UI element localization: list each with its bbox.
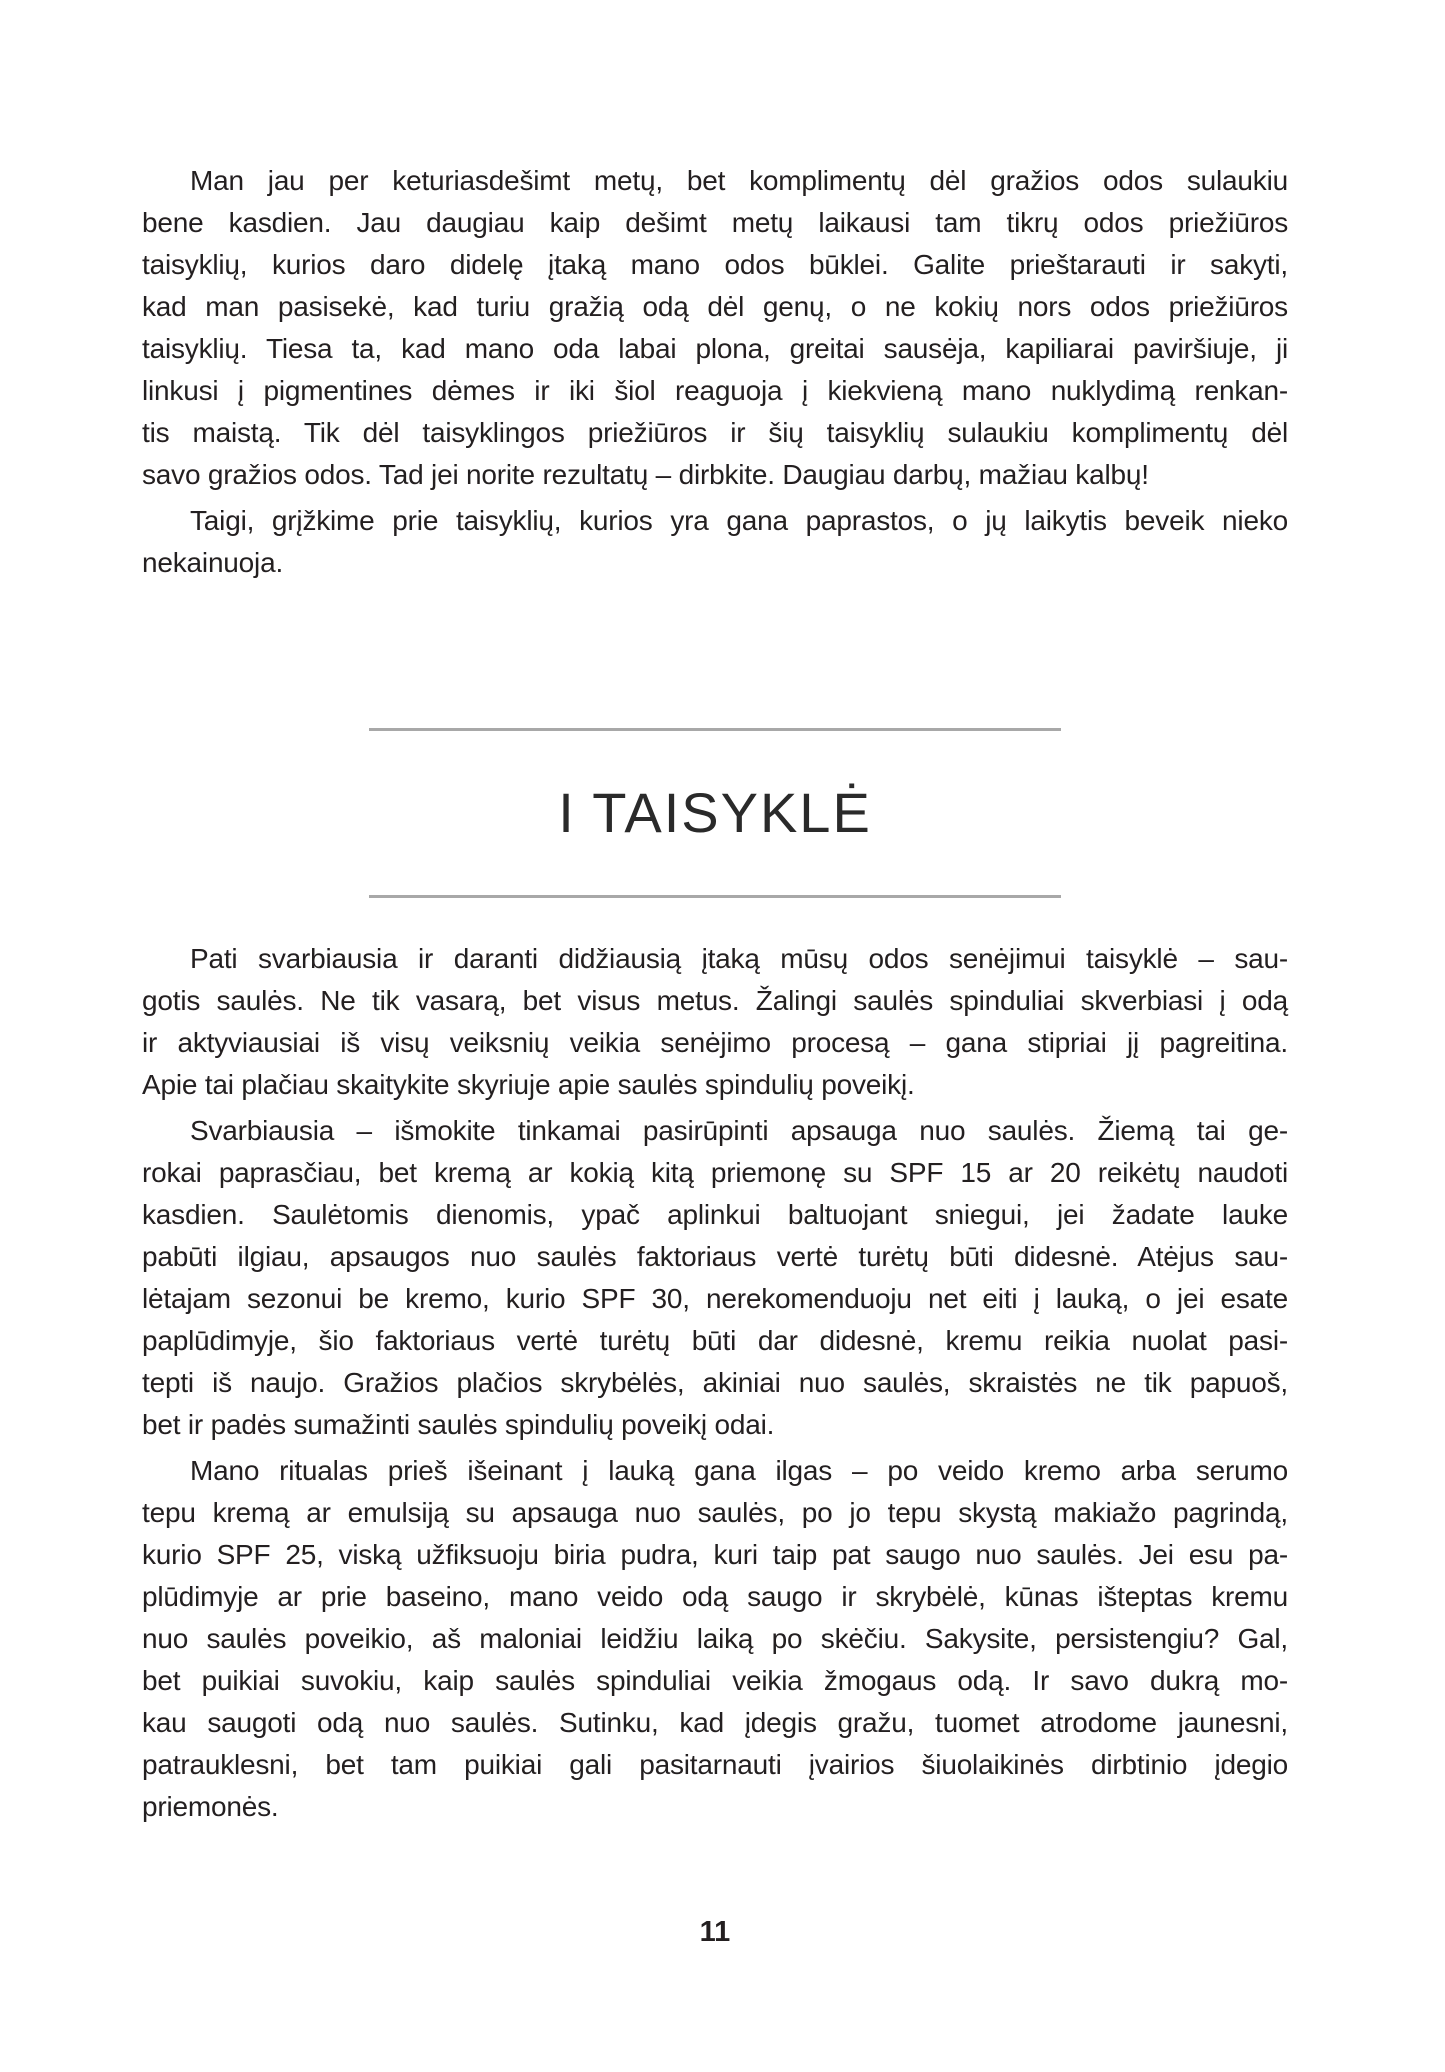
text-line: Man jau per keturiasdešimt metų, bet komplimentų dėl gražios odos sulaukiu [190,165,1288,196]
text-line: patrauklesni, bet tam puikiai gali pasitarnauti įvairios šiuolaikinės dirbtinio įdegio [142,1749,1288,1780]
text-line: paplūdimyje, šio faktoriaus vertė turėtų būti dar didesnė, kremu reikia nuolat pasi- [142,1325,1288,1356]
text-line: kasdien. Saulėtomis dienomis, ypač aplinkui baltuojant sniegui, jei žadate lauke [142,1199,1288,1230]
text-line: tepti iš naujo. Gražios plačios skrybėlės, akiniai nuo saulės, skraistės ne tik papuoš, [142,1367,1288,1398]
text-line: ir aktyviausiai iš visų veiksnių veikia senėjimo procesą – gana stipriai jį pagreitina. [142,1027,1288,1058]
text-line: kau saugoti odą nuo saulės. Sutinku, kad įdegis gražu, tuomet atrodome jaunesni, [142,1707,1288,1738]
text-line: linkusi į pigmentines dėmes ir iki šiol reaguoja į kiekvieną mano nuklydimą renkan- [142,375,1288,406]
text-line: taisyklių, kurios daro didelę įtaką mano odos būklei. Galite prieštarauti ir sakyti, [142,249,1288,280]
text-line: kurio SPF 25, viską užfiksuoju biria pudra, kuri taip pat saugo nuo saulės. Jei esu pa- [142,1539,1288,1570]
text-column [142,160,1288,1832]
paragraph [142,160,1288,496]
paragraph [142,1450,1288,1828]
page-number: 11 [699,1916,731,1948]
text-line: tepu kremą ar emulsiją su apsauga nuo saulės, po jo tepu skystą makiažo pagrindą, [142,1497,1288,1528]
text-line: savo gražios odos. Tad jei norite rezultatų – dirbkite. Daugiau darbų, mažiau kalbų! [142,459,1149,490]
paragraph [142,1110,1288,1446]
text-line: pabūti ilgiau, apsaugos nuo saulės faktoriaus vertė turėtų būti didesnė. Atėjus sau- [142,1241,1288,1272]
section-heading-block [142,728,1288,898]
text-line: Taigi, grįžkime prie taisyklių, kurios yra gana paprastos, o jų laikytis beveik nieko [190,505,1288,536]
text-line: bet ir padės sumažinti saulės spindulių poveikį odai. [142,1409,775,1440]
text-line: lėtajam sezonui be kremo, kurio SPF 30, nerekomenduoju net eiti į lauką, o jei esate [142,1283,1288,1314]
text-line: Pati svarbiausia ir daranti didžiausią įtaką mūsų odos senėjimui taisyklė – sau- [190,943,1288,974]
text-line: Apie tai plačiau skaitykite skyriuje apie saulės spindulių poveikį. [142,1069,915,1100]
intro-paragraphs [142,160,1288,584]
text-line: rokai paprasčiau, bet kremą ar kokią kitą priemonę su SPF 15 ar 20 reikėtų naudoti [142,1157,1288,1188]
text-line: taisyklių. Tiesa ta, kad mano oda labai plona, greitai sausėja, kapiliarai paviršiuje, ji [142,333,1288,364]
section-paragraphs [142,938,1288,1828]
divider-bottom [369,895,1061,898]
paragraph [142,938,1288,1106]
text-line: Mano ritualas prieš išeinant į lauką gana ilgas – po veido kremo arba serumo [190,1455,1288,1486]
text-line: priemonės. [142,1791,279,1822]
text-line: bene kasdien. Jau daugiau kaip dešimt metų laikausi tam tikrų odos priežiūros [142,207,1288,238]
text-line: gotis saulės. Ne tik vasarą, bet visus metus. Žalingi saulės spinduliai skverbiasi į odą [142,985,1288,1016]
text-line: plūdimyje ar prie baseino, mano veido odą saugo ir skrybėlė, kūnas išteptas kremu [142,1581,1288,1612]
text-line: nuo saulės poveikio, aš maloniai leidžiu laiką po skėčiu. Sakysite, persistengiu? Gal, [142,1623,1288,1654]
text-line: bet puikiai suvokiu, kaip saulės spinduliai veikia žmogaus odą. Ir savo dukrą mo- [142,1665,1288,1696]
text-line: tis maistą. Tik dėl taisyklingos priežiūros ir šių taisyklių sulaukiu komplimentų dėl [142,417,1288,448]
text-line: Svarbiausia – išmokite tinkamai pasirūpinti apsauga nuo saulės. Žiemą tai ge- [190,1115,1288,1146]
paragraph [142,500,1288,584]
section-heading: I TAISYKLĖ [558,781,872,844]
text-line: kad man pasisekė, kad turiu gražią odą dėl genų, o ne kokių nors odos priežiūros [142,291,1288,322]
text-line: nekainuoja. [142,547,284,578]
